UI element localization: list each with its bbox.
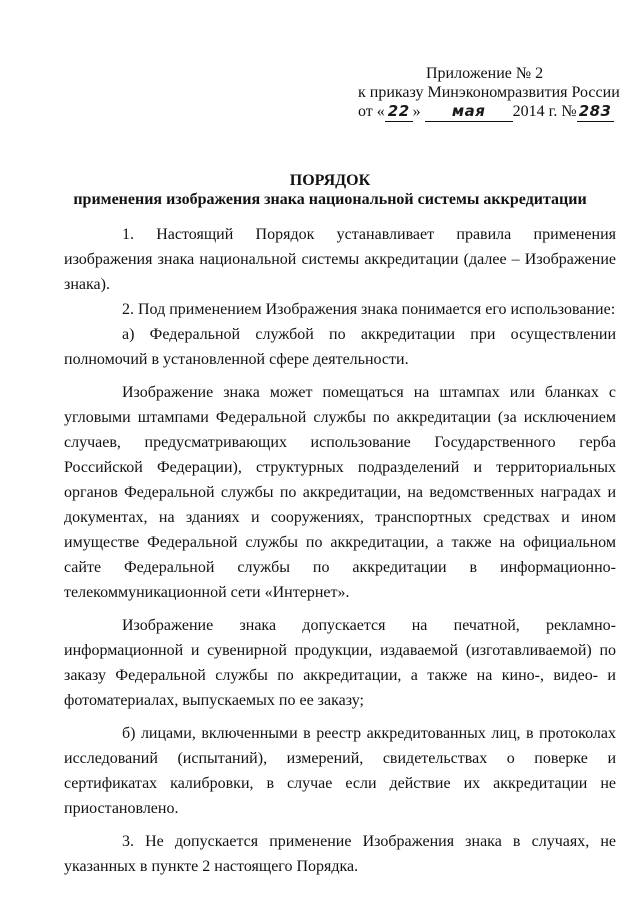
paragraph-3: 3. Не допускается применение Изображения знака в случаях, не указанных в пункте 2 настоящего Порядка. (64, 833, 616, 875)
appendix-header (358, 64, 618, 122)
order-date-line (358, 102, 618, 122)
document-subtitle: применения изображения знака национальной системы аккредитации (73, 191, 587, 208)
paragraph-2b: б) лицами, включенными в реестр аккредитованных лиц, в протоколах исследований (испытаний), измерений, свидетельствах о поверке и сертификатах калибровки, в случае если действие их аккредитации не приостановлено. (64, 725, 616, 817)
date-year: 2014 г. № (512, 103, 577, 120)
document-body (64, 222, 616, 879)
handwritten-month: мая (425, 102, 513, 122)
paragraph-2: 2. Под применением Изображения знака понимается его использование: (122, 301, 616, 318)
paragraph-2a: а) Федеральной службой по аккредитации при осуществлении полномочий в установленной сфере деятельности. (64, 326, 616, 368)
handwritten-day: 22 (385, 102, 413, 122)
paragraph-2a-products: Изображение знака допускается на печатной, рекламно-информационной и сувенирной продукции, издаваемой (изготавливаемой) по заказу Федеральной службы по аккредитации, а также на кино-, видео- и фотоматериалах, выпускаемых по ее заказу; (64, 617, 616, 709)
order-reference: к приказу Минэкономразвития России (358, 84, 620, 101)
paragraph-2a-stamps: Изображение знака может помещаться на штампах или бланках с угловыми штампами Федеральной службы по аккредитации (за исключением случаев, предусматривающих использование Государственного герба Российской Федерации), структурных подразделений и территориальных органов Федеральной службы по аккредитации, на ведомственных наградах и документах, на зданиях и сооружениях, транспортных средствах и ином имуществе Федеральной службы по аккредитации, а также на официальном сайте Федеральной службы по аккредитации в информационно-телекоммуникационной сети «Интернет». (64, 384, 616, 601)
paragraph-1: 1. Настоящий Порядок устанавливает правила применения изображения знака национальной системы аккредитации (далее – Изображение знака). (64, 226, 616, 293)
document-title: ПОРЯДОК (289, 172, 371, 189)
appendix-number: Приложение № 2 (426, 65, 544, 82)
date-prefix: от « (358, 103, 385, 120)
handwritten-order-number: 283 (578, 102, 612, 120)
date-mid: » (412, 103, 421, 120)
